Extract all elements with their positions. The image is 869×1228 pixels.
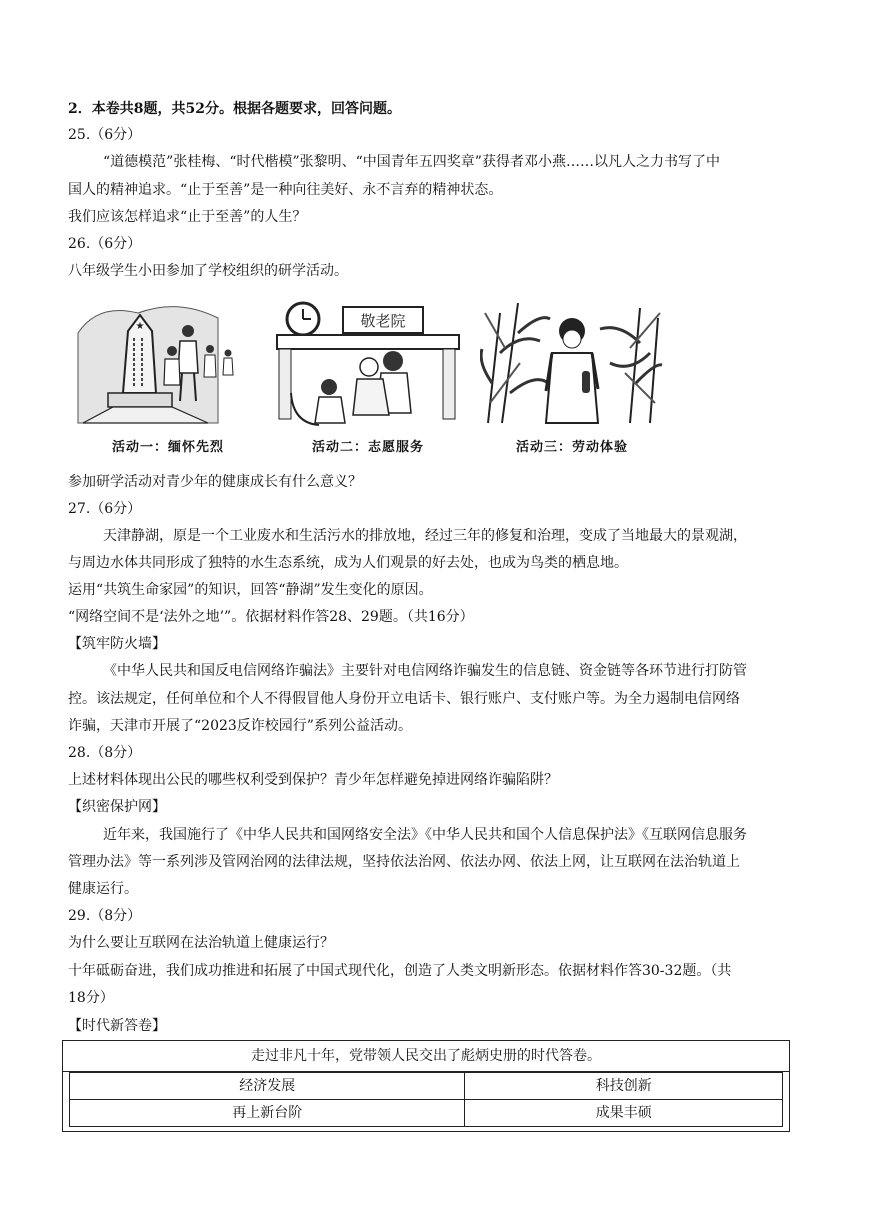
- material-heading-firewall: 【筑牢防火墙】: [68, 636, 166, 652]
- q26-number: 26.（6分）: [68, 236, 142, 252]
- q27-material-line: 与周边水体共同形成了独特的水生态系统，成为人们观景的好去处，也成为鸟类的栖息地。: [68, 555, 628, 571]
- q25-question: 我们应该怎样追求“止于至善”的人生？: [68, 209, 307, 225]
- group-28-29-intro: “网络空间不是‘法外之地’”。依据材料作答28、29题。（共16分）: [68, 609, 474, 625]
- material-heading-new-answer: 【时代新答卷】: [68, 1018, 166, 1034]
- material-heading-protection-net: 【织密保护网】: [68, 799, 166, 815]
- table-body: [63, 1072, 790, 1132]
- table-cell-sub: 再上新台阶: [70, 1100, 465, 1127]
- material1-line: 《中华人民共和国反电信网络诈骗法》主要针对电信网络诈骗发生的信息链、资金链等各环节进行打防管: [103, 663, 747, 679]
- q29-question: 为什么要让互联网在法治轨道上健康运行？: [68, 935, 334, 951]
- nursing-home-sign: 敬老院: [360, 312, 406, 330]
- material2-line: 管理办法》等一系列涉及管网治网的法律法规，坚持依法治网、依法办网、依法上网，让互联网在法治轨道上: [68, 854, 740, 870]
- table-header: 走过非凡十年，党带领人民交出了彪炳史册的时代答卷。: [63, 1041, 790, 1072]
- q27-number: 27.（6分）: [68, 501, 142, 517]
- group-30-32-intro: 十年砥砺奋进，我们成功推进和拓展了中国式现代化，创造了人类文明新形态。依据材料作答30-32题。（共: [68, 963, 732, 979]
- group-30-32-intro: 18分）: [68, 990, 114, 1006]
- material1-line: 控。该法规定，任何单位和个人不得假冒他人身份开立电话卡、银行账户、支付账户等。为全力遏制电信网络: [68, 691, 740, 707]
- q28-question: 上述材料体现出公民的哪些权利受到保护？青少年怎样避免掉进网络诈骗陷阱？: [68, 772, 558, 788]
- monument-illustration: [68, 293, 268, 433]
- table-cell-sub: 成果丰硕: [465, 1100, 783, 1127]
- activity-panel-1: [68, 293, 268, 459]
- q25-material-line: “道德模范”张桂梅、“时代楷模”张黎明、“中国青年五四奖章”获得者邓小燕……以凡人之力书写了中: [103, 154, 720, 170]
- q26-question: 参加研学活动对青少年的健康成长有什么意义？: [68, 474, 362, 490]
- achievement-grid: [69, 1072, 783, 1127]
- activity-illustrations: [68, 293, 664, 459]
- activity-panel-3: [480, 293, 664, 459]
- q25-number: 25.（6分）: [68, 127, 142, 143]
- q25-material-line: 国人的精神追求。“止于至善”是一种向往美好、永不言弃的精神状态。: [68, 182, 503, 198]
- achievement-table: [62, 1040, 790, 1132]
- table-cell-title: 科技创新: [465, 1073, 783, 1100]
- activity-caption-2: 活动二：志愿服务: [311, 440, 424, 455]
- activity-panel-2: [273, 293, 463, 459]
- material2-line: 近年来，我国施行了《中华人民共和国网络安全法》《中华人民共和国个人信息保护法》《互联网信息服务: [103, 827, 747, 843]
- nursing-home-illustration: [273, 293, 463, 433]
- section-header: 2．本卷共8题，共52分。根据各题要求，回答问题。: [68, 101, 401, 117]
- cornfield-illustration: [480, 293, 664, 433]
- q27-question: 运用“共筑生命家园”的知识，回答“静湖”发生变化的原因。: [68, 582, 433, 598]
- q29-number: 29.（8分）: [68, 908, 142, 924]
- activity-caption-3: 活动三：劳动体验: [515, 440, 628, 455]
- activity-caption-1: 活动一：缅怀先烈: [111, 440, 224, 455]
- q28-number: 28.（8分）: [68, 745, 142, 761]
- q26-intro: 八年级学生小田参加了学校组织的研学活动。: [68, 263, 348, 279]
- q27-material-line: 天津静湖，原是一个工业废水和生活污水的排放地，经过三年的修复和治理，变成了当地最大的景观湖，: [103, 528, 747, 544]
- material2-line: 健康运行。: [68, 881, 138, 897]
- svg-text:★: ★: [135, 321, 145, 332]
- material1-line: 诈骗，天津市开展了“2023反诈校园行”系列公益活动。: [68, 718, 412, 734]
- table-cell-title: 经济发展: [70, 1073, 465, 1100]
